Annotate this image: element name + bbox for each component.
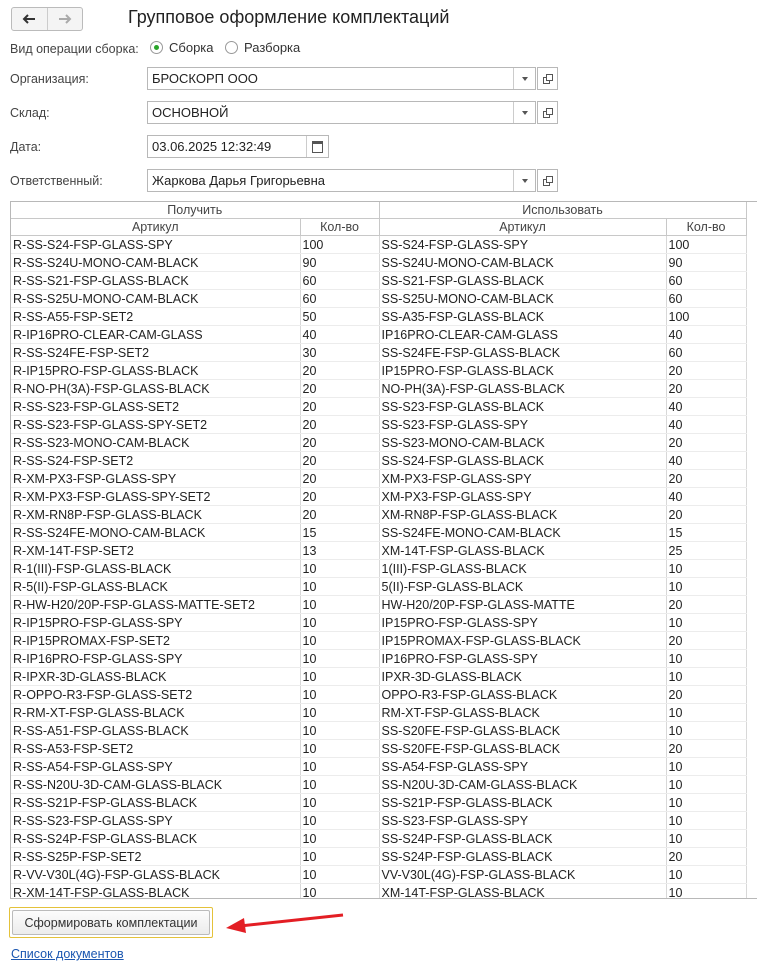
receive-qty-cell: 10 — [300, 560, 379, 578]
org-label: Организация: — [10, 72, 89, 86]
receive-qty-cell: 20 — [300, 380, 379, 398]
kits-table[interactable] — [10, 201, 757, 899]
table-row[interactable] — [11, 812, 746, 830]
use-article-cell: SS-S23-MONO-CAM-BLACK — [379, 434, 666, 452]
receive-qty-cell: 50 — [300, 308, 379, 326]
receive-article-cell: R-SS-S24P-FSP-GLASS-BLACK — [11, 830, 300, 848]
use-qty-cell: 10 — [666, 812, 746, 830]
receive-qty-cell: 15 — [300, 524, 379, 542]
open-form-icon — [543, 74, 552, 83]
use-qty-cell: 40 — [666, 452, 746, 470]
table-row[interactable] — [11, 668, 746, 686]
warehouse-field[interactable]: ОСНОВНОЙ — [147, 101, 536, 124]
arrow-right-icon — [58, 14, 72, 24]
receive-article-cell: R-SS-S24-FSP-GLASS-SPY — [11, 236, 300, 254]
receive-qty-cell: 10 — [300, 668, 379, 686]
receive-qty-cell: 20 — [300, 398, 379, 416]
table-row[interactable] — [11, 344, 746, 362]
receive-qty-cell: 60 — [300, 272, 379, 290]
receive-qty-cell: 10 — [300, 830, 379, 848]
create-kits-button[interactable]: Сформировать комплектации — [9, 907, 213, 938]
responsible-dropdown-button[interactable] — [513, 170, 535, 191]
receive-qty-cell: 10 — [300, 650, 379, 668]
use-article-cell: NO-PH(3A)-FSP-GLASS-BLACK — [379, 380, 666, 398]
receive-article-cell: R-SS-A55-FSP-SET2 — [11, 308, 300, 326]
receive-qty-cell: 10 — [300, 614, 379, 632]
use-qty-cell: 40 — [666, 398, 746, 416]
receive-article-cell: R-IP15PRO-FSP-GLASS-BLACK — [11, 362, 300, 380]
col-header-qty[interactable]: Кол-во — [300, 219, 379, 236]
receive-qty-cell: 10 — [300, 722, 379, 740]
use-qty-cell: 10 — [666, 758, 746, 776]
table-row[interactable] — [11, 722, 746, 740]
use-article-cell: SS-S24-FSP-GLASS-SPY — [379, 236, 666, 254]
use-qty-cell: 20 — [666, 632, 746, 650]
table-row[interactable] — [11, 578, 746, 596]
receive-qty-cell: 10 — [300, 704, 379, 722]
warehouse-open-button[interactable] — [537, 101, 558, 124]
use-article-cell: IPXR-3D-GLASS-BLACK — [379, 668, 666, 686]
receive-article-cell: R-SS-S23-FSP-GLASS-SET2 — [11, 398, 300, 416]
table-row[interactable] — [11, 686, 746, 704]
date-field[interactable]: 03.06.2025 12:32:49 — [147, 135, 329, 158]
use-article-cell: XM-RN8P-FSP-GLASS-BLACK — [379, 506, 666, 524]
use-qty-cell: 20 — [666, 506, 746, 524]
receive-qty-cell: 100 — [300, 236, 379, 254]
receive-article-cell: R-SS-S23-FSP-GLASS-SPY — [11, 812, 300, 830]
back-button[interactable] — [12, 8, 47, 30]
use-qty-cell: 20 — [666, 740, 746, 758]
table-row[interactable] — [11, 614, 746, 632]
receive-qty-cell: 10 — [300, 758, 379, 776]
table-row[interactable] — [11, 524, 746, 542]
page-title: Групповое оформление комплектаций — [128, 7, 450, 27]
use-article-cell: SS-N20U-3D-CAM-GLASS-BLACK — [379, 776, 666, 794]
use-qty-cell: 20 — [666, 596, 746, 614]
receive-qty-cell: 20 — [300, 506, 379, 524]
use-article-cell: XM-14T-FSP-GLASS-BLACK — [379, 542, 666, 560]
history-nav — [11, 7, 83, 31]
table-row[interactable] — [11, 506, 746, 524]
receive-article-cell: R-XM-14T-FSP-GLASS-BLACK — [11, 884, 300, 900]
receive-article-cell: R-HW-H20/20P-FSP-GLASS-MATTE-SET2 — [11, 596, 300, 614]
chevron-down-icon — [522, 77, 528, 81]
table-row[interactable] — [11, 416, 746, 434]
org-field[interactable]: БРОСКОРП ООО — [147, 67, 536, 90]
receive-article-cell: R-SS-S23-MONO-CAM-BLACK — [11, 434, 300, 452]
receive-qty-cell: 20 — [300, 470, 379, 488]
table-row[interactable] — [11, 326, 746, 344]
radio-unchecked-icon — [225, 41, 238, 54]
receive-article-cell: R-SS-A51-FSP-GLASS-BLACK — [11, 722, 300, 740]
receive-qty-cell: 10 — [300, 848, 379, 866]
table-row[interactable] — [11, 380, 746, 398]
receive-qty-cell: 60 — [300, 290, 379, 308]
use-qty-cell: 10 — [666, 560, 746, 578]
receive-article-cell: R-SS-S21P-FSP-GLASS-BLACK — [11, 794, 300, 812]
table-row[interactable] — [11, 290, 746, 308]
col-header-qty[interactable]: Кол-во — [666, 219, 746, 236]
receive-qty-cell: 10 — [300, 776, 379, 794]
use-article-cell: SS-S25U-MONO-CAM-BLACK — [379, 290, 666, 308]
open-form-icon — [543, 108, 552, 117]
use-article-cell: SS-S23-FSP-GLASS-SPY — [379, 812, 666, 830]
use-qty-cell: 100 — [666, 308, 746, 326]
receive-article-cell: R-IP15PROMAX-FSP-SET2 — [11, 632, 300, 650]
receive-article-cell: R-IP16PRO-CLEAR-CAM-GLASS — [11, 326, 300, 344]
table-row[interactable] — [11, 596, 746, 614]
receive-article-cell: R-SS-A54-FSP-GLASS-SPY — [11, 758, 300, 776]
use-article-cell: SS-S24U-MONO-CAM-BLACK — [379, 254, 666, 272]
table-row[interactable] — [11, 650, 746, 668]
use-article-cell: SS-A54-FSP-GLASS-SPY — [379, 758, 666, 776]
receive-article-cell: R-VV-V30L(4G)-FSP-GLASS-BLACK — [11, 866, 300, 884]
use-article-cell: RM-XT-FSP-GLASS-BLACK — [379, 704, 666, 722]
calendar-icon — [312, 141, 323, 153]
use-article-cell: XM-PX3-FSP-GLASS-SPY — [379, 488, 666, 506]
receive-article-cell: R-SS-S24FE-FSP-SET2 — [11, 344, 300, 362]
table-row[interactable] — [11, 434, 746, 452]
use-article-cell: HW-H20/20P-FSP-GLASS-MATTE — [379, 596, 666, 614]
use-article-cell: SS-S24P-FSP-GLASS-BLACK — [379, 848, 666, 866]
receive-article-cell: R-XM-PX3-FSP-GLASS-SPY — [11, 470, 300, 488]
receive-qty-cell: 30 — [300, 344, 379, 362]
use-qty-cell: 10 — [666, 866, 746, 884]
use-qty-cell: 60 — [666, 272, 746, 290]
receive-article-cell: R-XM-RN8P-FSP-GLASS-BLACK — [11, 506, 300, 524]
use-qty-cell: 60 — [666, 344, 746, 362]
open-form-icon — [543, 176, 552, 185]
use-article-cell: SS-S24P-FSP-GLASS-BLACK — [379, 830, 666, 848]
receive-qty-cell: 20 — [300, 416, 379, 434]
table-row[interactable] — [11, 398, 746, 416]
table-row[interactable] — [11, 488, 746, 506]
use-qty-cell: 10 — [666, 578, 746, 596]
table-row[interactable] — [11, 848, 746, 866]
use-article-cell: IP16PRO-FSP-GLASS-SPY — [379, 650, 666, 668]
kits-grid — [11, 202, 747, 899]
col-header-article[interactable]: Артикул — [11, 219, 300, 236]
table-row[interactable] — [11, 830, 746, 848]
use-qty-cell: 100 — [666, 236, 746, 254]
receive-article-cell: R-XM-14T-FSP-SET2 — [11, 542, 300, 560]
receive-qty-cell: 10 — [300, 794, 379, 812]
use-qty-cell: 10 — [666, 614, 746, 632]
table-row[interactable] — [11, 560, 746, 578]
table-row[interactable] — [11, 272, 746, 290]
use-article-cell: XM-PX3-FSP-GLASS-SPY — [379, 470, 666, 488]
radio-assembly[interactable]: Сборка — [150, 40, 214, 55]
receive-qty-cell: 40 — [300, 326, 379, 344]
use-article-cell: 5(II)-FSP-GLASS-BLACK — [379, 578, 666, 596]
table-row[interactable] — [11, 362, 746, 380]
table-row[interactable] — [11, 740, 746, 758]
col-header-article[interactable]: Артикул — [379, 219, 666, 236]
table-row[interactable] — [11, 794, 746, 812]
receive-article-cell: R-SS-S24-FSP-SET2 — [11, 452, 300, 470]
use-qty-cell: 40 — [666, 326, 746, 344]
use-qty-cell: 10 — [666, 650, 746, 668]
use-article-cell: IP15PRO-FSP-GLASS-SPY — [379, 614, 666, 632]
receive-article-cell: R-1(III)-FSP-GLASS-BLACK — [11, 560, 300, 578]
receive-qty-cell: 10 — [300, 812, 379, 830]
use-qty-cell: 10 — [666, 704, 746, 722]
receive-article-cell: R-RM-XT-FSP-GLASS-BLACK — [11, 704, 300, 722]
org-dropdown-button[interactable] — [513, 68, 535, 89]
use-qty-cell: 10 — [666, 830, 746, 848]
receive-article-cell: R-SS-S25U-MONO-CAM-BLACK — [11, 290, 300, 308]
responsible-label: Ответственный: — [10, 174, 103, 188]
radio-disassembly[interactable]: Разборка — [225, 40, 300, 55]
receive-article-cell: R-SS-S21-FSP-GLASS-BLACK — [11, 272, 300, 290]
radio-checked-icon — [150, 41, 163, 54]
use-qty-cell: 20 — [666, 434, 746, 452]
receive-article-cell: R-SS-S24U-MONO-CAM-BLACK — [11, 254, 300, 272]
chevron-down-icon — [522, 179, 528, 183]
receive-qty-cell: 10 — [300, 686, 379, 704]
use-qty-cell: 40 — [666, 488, 746, 506]
use-article-cell: OPPO-R3-FSP-GLASS-BLACK — [379, 686, 666, 704]
arrow-left-icon — [22, 14, 36, 24]
receive-qty-cell: 20 — [300, 434, 379, 452]
use-qty-cell: 10 — [666, 722, 746, 740]
table-row[interactable] — [11, 236, 746, 254]
warehouse-label: Склад: — [10, 106, 50, 120]
use-qty-cell: 10 — [666, 776, 746, 794]
receive-article-cell: R-IP16PRO-FSP-GLASS-SPY — [11, 650, 300, 668]
use-article-cell: IP15PRO-FSP-GLASS-BLACK — [379, 362, 666, 380]
use-article-cell: SS-S23-FSP-GLASS-SPY — [379, 416, 666, 434]
use-qty-cell: 20 — [666, 470, 746, 488]
receive-article-cell: R-SS-N20U-3D-CAM-GLASS-BLACK — [11, 776, 300, 794]
table-row[interactable] — [11, 542, 746, 560]
receive-qty-cell: 90 — [300, 254, 379, 272]
use-article-cell: SS-S24-FSP-GLASS-BLACK — [379, 452, 666, 470]
group-header-use: Использовать — [379, 202, 746, 219]
receive-article-cell: R-IP15PRO-FSP-GLASS-SPY — [11, 614, 300, 632]
use-article-cell: SS-S21-FSP-GLASS-BLACK — [379, 272, 666, 290]
receive-article-cell: R-XM-PX3-FSP-GLASS-SPY-SET2 — [11, 488, 300, 506]
table-row[interactable] — [11, 758, 746, 776]
use-article-cell: 1(III)-FSP-GLASS-BLACK — [379, 560, 666, 578]
receive-qty-cell: 10 — [300, 884, 379, 900]
use-article-cell: SS-S23-FSP-GLASS-BLACK — [379, 398, 666, 416]
documents-list-link[interactable]: Список документов — [11, 947, 124, 961]
use-article-cell: SS-S24FE-FSP-GLASS-BLACK — [379, 344, 666, 362]
date-label: Дата: — [10, 140, 42, 154]
use-qty-cell: 10 — [666, 668, 746, 686]
use-qty-cell: 10 — [666, 794, 746, 812]
use-qty-cell: 90 — [666, 254, 746, 272]
receive-qty-cell: 10 — [300, 740, 379, 758]
table-row[interactable] — [11, 254, 746, 272]
receive-article-cell: R-SS-A53-FSP-SET2 — [11, 740, 300, 758]
table-row[interactable] — [11, 884, 746, 900]
receive-article-cell: R-OPPO-R3-FSP-GLASS-SET2 — [11, 686, 300, 704]
use-article-cell: SS-S20FE-FSP-GLASS-BLACK — [379, 722, 666, 740]
receive-qty-cell: 10 — [300, 632, 379, 650]
warehouse-dropdown-button[interactable] — [513, 102, 535, 123]
table-row[interactable] — [11, 866, 746, 884]
table-row[interactable] — [11, 452, 746, 470]
responsible-field[interactable]: Жаркова Дарья Григорьевна — [147, 169, 536, 192]
use-qty-cell: 15 — [666, 524, 746, 542]
responsible-open-button[interactable] — [537, 169, 558, 192]
use-qty-cell: 40 — [666, 416, 746, 434]
receive-qty-cell: 20 — [300, 362, 379, 380]
table-row[interactable] — [11, 470, 746, 488]
receive-qty-cell: 13 — [300, 542, 379, 560]
use-article-cell: IP15PROMAX-FSP-GLASS-BLACK — [379, 632, 666, 650]
receive-article-cell: R-SS-S25P-FSP-SET2 — [11, 848, 300, 866]
receive-article-cell: R-SS-S23-FSP-GLASS-SPY-SET2 — [11, 416, 300, 434]
use-article-cell: VV-V30L(4G)-FSP-GLASS-BLACK — [379, 866, 666, 884]
table-row[interactable] — [11, 632, 746, 650]
org-open-button[interactable] — [537, 67, 558, 90]
use-article-cell: XM-14T-FSP-GLASS-BLACK — [379, 884, 666, 900]
use-qty-cell: 10 — [666, 884, 746, 900]
use-qty-cell: 20 — [666, 686, 746, 704]
receive-qty-cell: 20 — [300, 488, 379, 506]
use-qty-cell: 60 — [666, 290, 746, 308]
use-qty-cell: 25 — [666, 542, 746, 560]
receive-qty-cell: 20 — [300, 452, 379, 470]
use-article-cell: SS-S21P-FSP-GLASS-BLACK — [379, 794, 666, 812]
receive-article-cell: R-SS-S24FE-MONO-CAM-BLACK — [11, 524, 300, 542]
forward-button[interactable] — [47, 8, 83, 30]
receive-qty-cell: 10 — [300, 866, 379, 884]
receive-qty-cell: 10 — [300, 578, 379, 596]
group-header-receive: Получить — [11, 202, 379, 219]
use-qty-cell: 20 — [666, 848, 746, 866]
use-article-cell: SS-S20FE-FSP-GLASS-BLACK — [379, 740, 666, 758]
use-article-cell: SS-A35-FSP-GLASS-BLACK — [379, 308, 666, 326]
use-qty-cell: 20 — [666, 380, 746, 398]
chevron-down-icon — [522, 111, 528, 115]
calendar-button[interactable] — [306, 136, 328, 157]
table-row[interactable] — [11, 308, 746, 326]
operation-label: Вид операции сборка: — [10, 42, 139, 56]
use-article-cell: SS-S24FE-MONO-CAM-BLACK — [379, 524, 666, 542]
receive-article-cell: R-5(II)-FSP-GLASS-BLACK — [11, 578, 300, 596]
receive-qty-cell: 10 — [300, 596, 379, 614]
receive-article-cell: R-NO-PH(3A)-FSP-GLASS-BLACK — [11, 380, 300, 398]
use-qty-cell: 20 — [666, 362, 746, 380]
table-row[interactable] — [11, 704, 746, 722]
use-article-cell: IP16PRO-CLEAR-CAM-GLASS — [379, 326, 666, 344]
table-row[interactable] — [11, 776, 746, 794]
receive-article-cell: R-IPXR-3D-GLASS-BLACK — [11, 668, 300, 686]
